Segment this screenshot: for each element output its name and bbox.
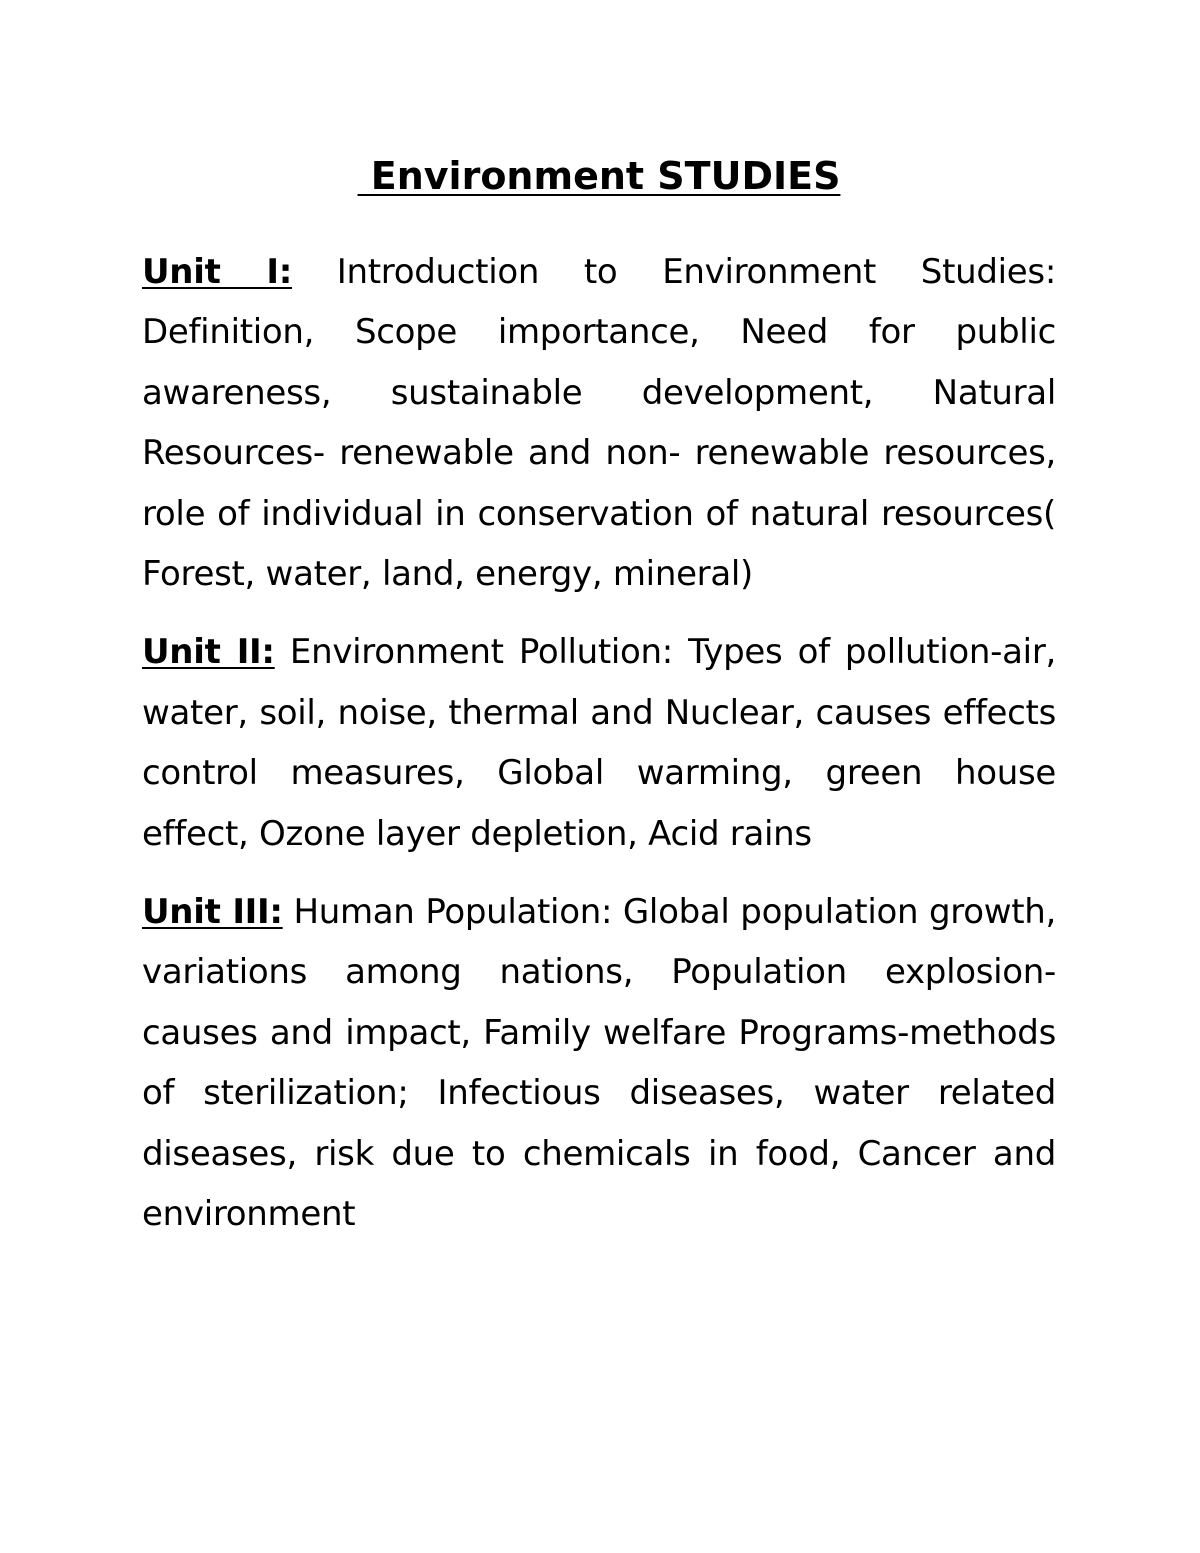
unit-3-text: Human Population: Global population growth, variations among nations, Population explosion- causes and impact, Family welfare Programs-methods of sterilization; Infectious diseases, water related diseases, risk due to chemicals in food, Cancer and environment (142, 892, 1056, 1235)
document-title: Environment STUDIES (357, 154, 841, 198)
unit-3-paragraph (142, 882, 1056, 1244)
unit-2-label: Unit II: (142, 632, 275, 673)
unit-2-text: Environment Pollution: Types of pollution-air, water, soil, noise, thermal and Nuclear, causes effects control measures, Global warming, green house effect, Ozone layer depletion, Acid rains (142, 632, 1057, 854)
unit-1-paragraph (142, 242, 1056, 604)
unit-2-paragraph (142, 622, 1056, 864)
unit-1-text: Introduction to Environment Studies: Definition, Scope importance, Need for public awareness, sustainable development, Natural Resources- renewable and non- renewable resources, role of individual in conservation of natural resources( Forest, water, land, energy, mineral) (142, 252, 1056, 595)
document-page (142, 148, 1056, 1263)
unit-1-label: Unit I: (142, 252, 292, 292)
unit-3-label: Unit III: (142, 892, 283, 933)
